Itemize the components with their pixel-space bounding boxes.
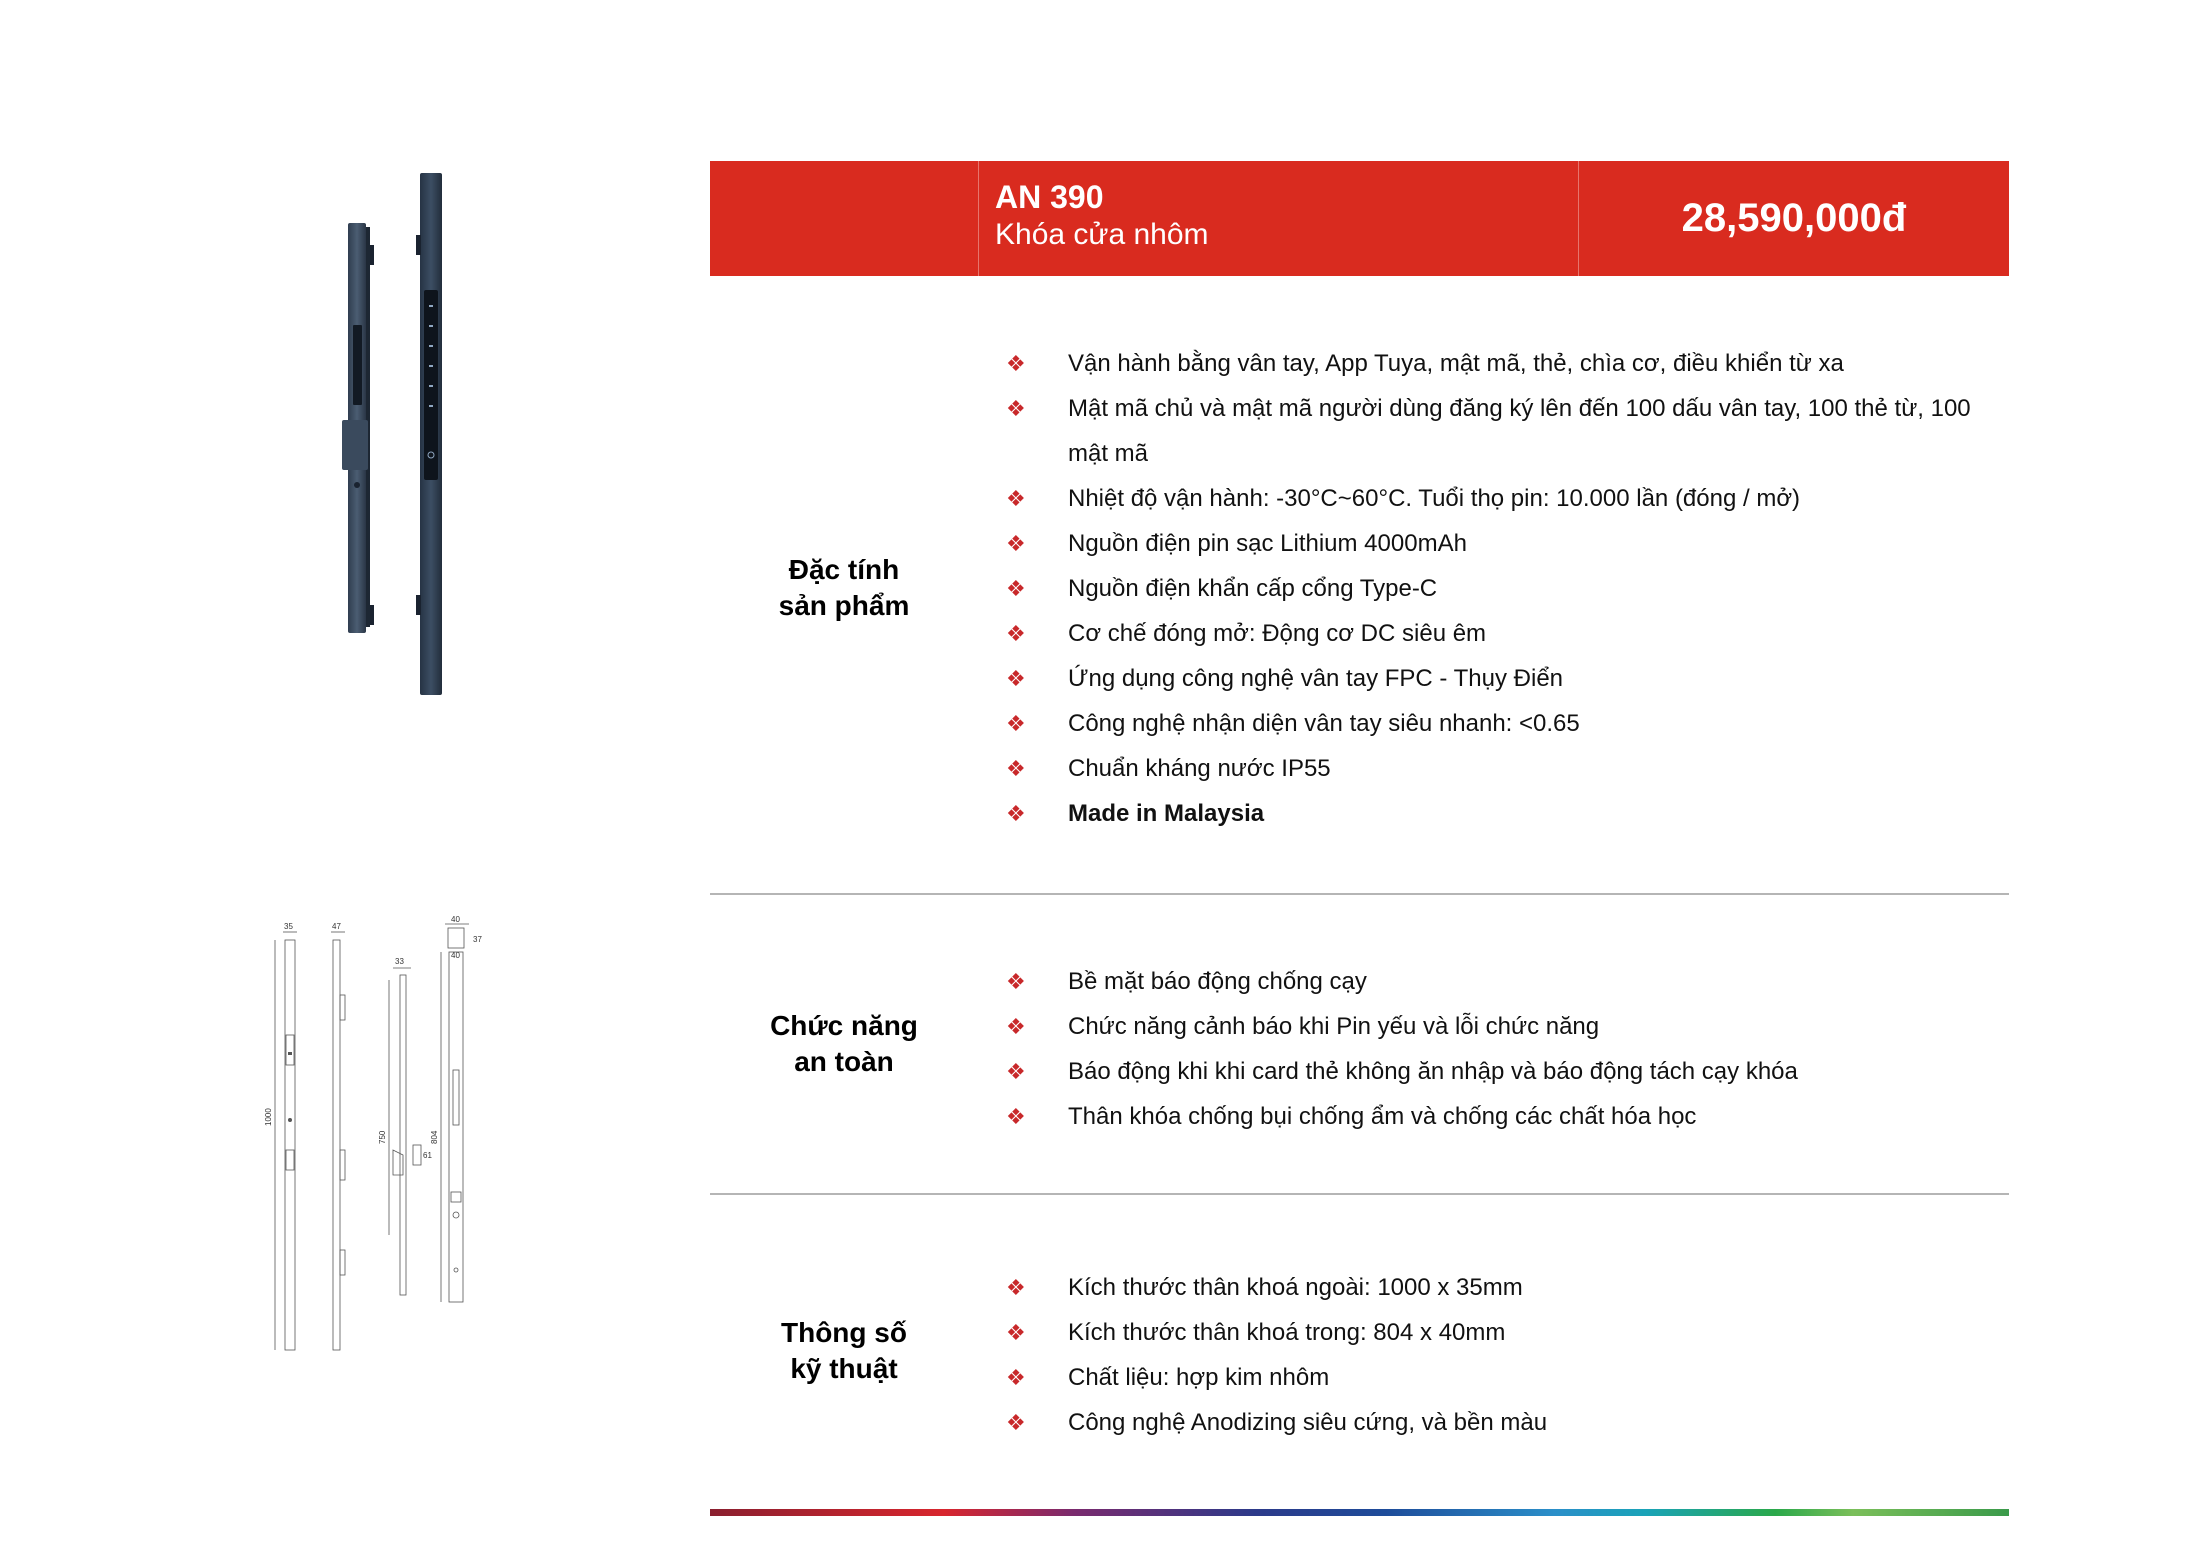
feature-text: Mật mã chủ và mật mã người dùng đăng ký lên đến 100 dấu vân tay, 100 thẻ từ, 100 mật mã [1068,395,1971,467]
feature-item [1006,1265,1979,1310]
diamond-bullet-icon: ❖ [1006,1320,1026,1345]
model-name: AN 390 [995,179,1104,215]
product-header-bar [710,161,2009,276]
feature-text: Cơ chế đóng mở: Động cơ DC siêu êm [1068,620,1487,647]
diamond-bullet-icon: ❖ [1006,711,1026,736]
model-subtitle: Khóa cửa nhôm [995,218,1209,251]
color-strip [710,1509,2009,1516]
feature-list [1006,341,1979,836]
dim-label: 61 [423,1151,432,1160]
diamond-bullet-icon: ❖ [1006,756,1026,781]
header-model-cell [979,161,1579,276]
section-safety [710,895,2009,1193]
feature-text: Vận hành bằng vân tay, App Tuya, mật mã, thẻ, chìa cơ, điều khiển từ xa [1068,350,1844,377]
feature-item [1006,521,1979,566]
feature-item [1006,566,1979,611]
feature-item [1006,386,1979,476]
feature-text: Made in Malaysia [1068,800,1265,827]
feature-text: Nguồn điện khẩn cấp cổng Type-C [1068,575,1438,602]
feature-text: Bề mặt báo động chống cạy [1068,968,1367,995]
feature-item [1006,341,1979,386]
section-label [710,1008,978,1080]
diamond-bullet-icon: ❖ [1006,351,1026,376]
section-label-line: kỹ thuật [790,1353,898,1384]
feature-text: Kích thước thân khoá ngoài: 1000 x 35mm [1068,1274,1523,1301]
feature-text: Kích thước thân khoá trong: 804 x 40mm [1068,1319,1506,1346]
price: 28,590,000đ [1681,196,1907,240]
feature-text: Nhiệt độ vận hành: -30°C~60°C. Tuổi thọ pin: 10.000 lần (đóng / mở) [1068,485,1801,512]
dim-label: 750 [378,1130,387,1144]
feature-text: Nguồn điện pin sạc Lithium 4000mAh [1068,530,1467,557]
dim-label: 35 [284,922,293,931]
dim-label: 40 [451,915,460,924]
feature-item [1006,1049,1979,1094]
feature-item [1006,1310,1979,1355]
section-features [710,276,2009,890]
dim-label: 37 [473,935,482,944]
diamond-bullet-icon: ❖ [1006,1059,1026,1084]
feature-item [1006,746,1979,791]
diamond-bullet-icon: ❖ [1006,1275,1026,1300]
feature-item [1006,1355,1979,1400]
feature-item [1006,701,1979,746]
section-label-line: Chức năng [770,1010,918,1041]
feature-text: Chức năng cảnh báo khi Pin yếu và lỗi chức năng [1068,1013,1600,1040]
feature-text: Công nghệ Anodizing siêu cứng, và bền màu [1068,1409,1548,1436]
feature-item [1006,1094,1979,1139]
feature-item [1006,1400,1979,1445]
header-empty-cell [710,161,979,276]
diamond-bullet-icon: ❖ [1006,969,1026,994]
dim-label: 804 [430,1130,439,1144]
section-label [710,1315,978,1387]
dim-label: 1000 [264,1108,273,1126]
section-label-line: an toàn [794,1046,894,1077]
dim-label: 33 [395,957,404,966]
section-label-line: Thông số [781,1317,907,1348]
section-label-line: Đặc tính [788,554,900,585]
feature-text: Chất liệu: hợp kim nhôm [1068,1364,1330,1391]
product-photo [330,165,460,705]
diamond-bullet-icon: ❖ [1006,531,1026,556]
feature-text: Ứng dụng công nghệ vân tay FPC - Thụy Điển [1068,665,1564,692]
feature-item [1006,959,1979,1004]
diamond-bullet-icon: ❖ [1006,1104,1026,1129]
feature-item [1006,476,1979,521]
section-label [710,552,978,624]
diamond-bullet-icon: ❖ [1006,396,1026,421]
diamond-bullet-icon: ❖ [1006,1365,1026,1390]
section-label-line: sản phẩm [778,590,910,621]
diamond-bullet-icon: ❖ [1006,1014,1026,1039]
feature-item [1006,791,1979,836]
feature-text: Báo động khi khi card thẻ không ăn nhập và báo động tách cạy khóa [1068,1058,1798,1085]
diamond-bullet-icon: ❖ [1006,666,1026,691]
dim-label: 47 [332,922,341,931]
technical-drawing [264,915,505,1360]
section-specs [710,1195,2009,1505]
feature-text: Thân khóa chống bụi chống ẩm và chống các chất hóa học [1068,1103,1697,1130]
feature-list [1006,959,1979,1139]
feature-text: Chuẩn kháng nước IP55 [1068,755,1331,782]
feature-item [1006,611,1979,656]
diamond-bullet-icon: ❖ [1006,1410,1026,1435]
diamond-bullet-icon: ❖ [1006,621,1026,646]
diamond-bullet-icon: ❖ [1006,486,1026,511]
diamond-bullet-icon: ❖ [1006,801,1026,826]
feature-text: Công nghệ nhận diện vân tay siêu nhanh: <0.65 [1068,710,1580,737]
diamond-bullet-icon: ❖ [1006,576,1026,601]
feature-item [1006,1004,1979,1049]
dim-label: 40 [451,951,460,960]
feature-list [1006,1265,1979,1445]
feature-item [1006,656,1979,701]
